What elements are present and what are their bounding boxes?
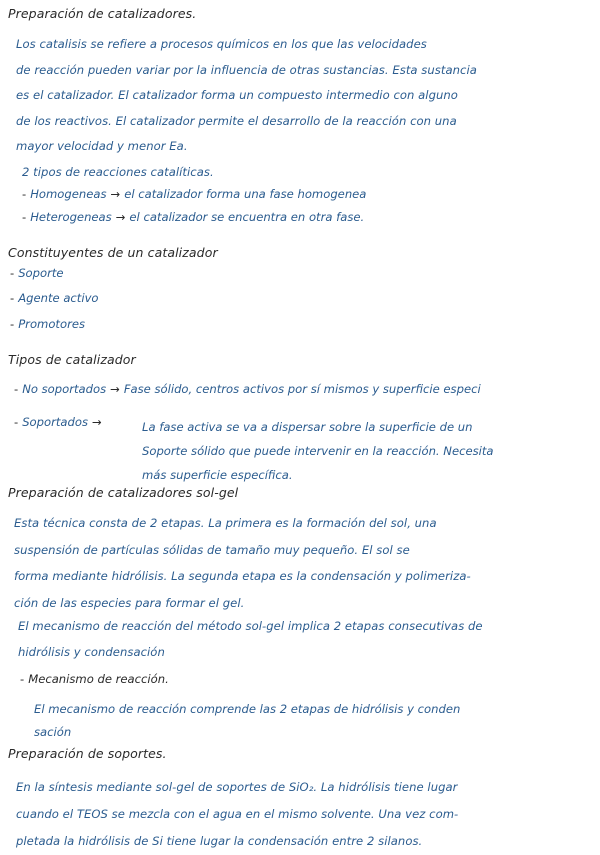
text-line: mayor velocidad y menor Ea. (16, 139, 188, 153)
item-label: Mecanismo de reacción. (28, 672, 169, 686)
item-text: Fase sólido, centros activos por sí mismos y superficie especi (123, 382, 481, 396)
text-line: En la síntesis mediante sol-gel de soportes de SiO₂. La hidrólisis tiene lugar (16, 780, 458, 794)
paragraph-soportes (16, 774, 458, 855)
text-line: suspensión de partículas sólidas de tamaño muy pequeño. El sol se (14, 542, 410, 557)
item-label: Soportados (22, 415, 89, 429)
text-line: más superficie específica. (142, 468, 293, 482)
arrow-right-icon: → (110, 382, 120, 396)
paragraph-catalisis (16, 32, 477, 160)
heading-sol-gel: Preparación de catalizadores sol-gel (8, 485, 239, 500)
heading-constituyentes: Constituyentes de un catalizador (8, 245, 218, 260)
mecanismo-description (34, 698, 460, 744)
list-item-soporte (10, 266, 64, 280)
heading-soportes: Preparación de soportes. (8, 746, 167, 761)
text-line: de reacción pueden variar por la influencia de otras sustancias. Esta sustancia (16, 62, 477, 77)
heading-tipos-catalizador: Tipos de catalizador (8, 352, 136, 367)
item-text: el catalizador forma una fase homogenea (124, 187, 367, 201)
heading-preparacion-catalizadores: Preparación de catalizadores. (8, 6, 197, 21)
dash-bullet-icon: - (10, 291, 15, 305)
list-item-mecanismo (20, 672, 169, 686)
text-line: sación (34, 725, 72, 739)
dash-bullet-icon: - (14, 382, 19, 396)
list-item-homogeneas (22, 187, 366, 201)
text-line: La fase activa se va a dispersar sobre la superficie de un (142, 420, 473, 434)
item-text: Promotores (18, 317, 86, 331)
text-line: pletada la hidrólisis de Si tiene lugar la condensación entre 2 silanos. (16, 834, 423, 848)
dash-bullet-icon: - (10, 266, 15, 280)
text-line: Esta técnica consta de 2 etapas. La primera es la formación del sol, una (14, 516, 437, 530)
item-label: Homogeneas (30, 187, 107, 201)
arrow-right-icon: → (92, 415, 102, 429)
soportados-description (142, 415, 494, 487)
paragraph-mecanismo (18, 613, 483, 665)
list-item-agente-activo (10, 291, 99, 305)
item-label: No soportados (22, 382, 107, 396)
list-item-no-soportados (14, 382, 481, 396)
dash-bullet-icon: - (22, 210, 27, 224)
text-line: Los catalisis se refiere a procesos químicos en los que las velocidades (16, 37, 427, 51)
text-line: de los reactivos. El catalizador permite el desarrollo de la reacción con una (16, 113, 457, 128)
dash-bullet-icon: - (10, 317, 15, 331)
item-text: el catalizador se encuentra en otra fase. (129, 210, 365, 224)
arrow-right-icon: → (115, 210, 126, 224)
list-item-heterogeneas (22, 210, 364, 224)
list-item-promotores (10, 317, 85, 331)
text-line: ción de las especies para formar el gel. (14, 595, 245, 610)
text-line: cuando el TEOS se mezcla con el agua en el mismo solvente. Una vez com- (16, 807, 459, 821)
item-label: Heterogeneas (30, 210, 112, 224)
dash-bullet-icon: - (22, 187, 27, 201)
text-line: es el catalizador. El catalizador forma un compuesto intermedio con alguno (16, 88, 458, 102)
text-line: forma mediante hidrólisis. La segunda etapa es la condensación y polimeriza- (14, 569, 471, 583)
dash-bullet-icon: - (20, 672, 25, 686)
paragraph-sol-gel (14, 510, 471, 616)
list-item-soportados (14, 415, 106, 429)
item-text: Soporte (18, 266, 64, 280)
text-line: El mecanismo de reacción comprende las 2 etapas de hidrólisis y conden (34, 702, 461, 716)
item-text: Agente activo (18, 291, 99, 305)
arrow-right-icon: → (110, 187, 121, 201)
text-line: El mecanismo de reacción del método sol-gel implica 2 etapas consecutivas de (18, 619, 483, 633)
text-line: hidrólisis y condensación (18, 645, 165, 659)
intro-tipos-reacciones: 2 tipos de reacciones catalíticas. (22, 165, 214, 179)
dash-bullet-icon: - (14, 415, 19, 429)
text-line: Soporte sólido que puede intervenir en la reacción. Necesita (142, 444, 494, 458)
